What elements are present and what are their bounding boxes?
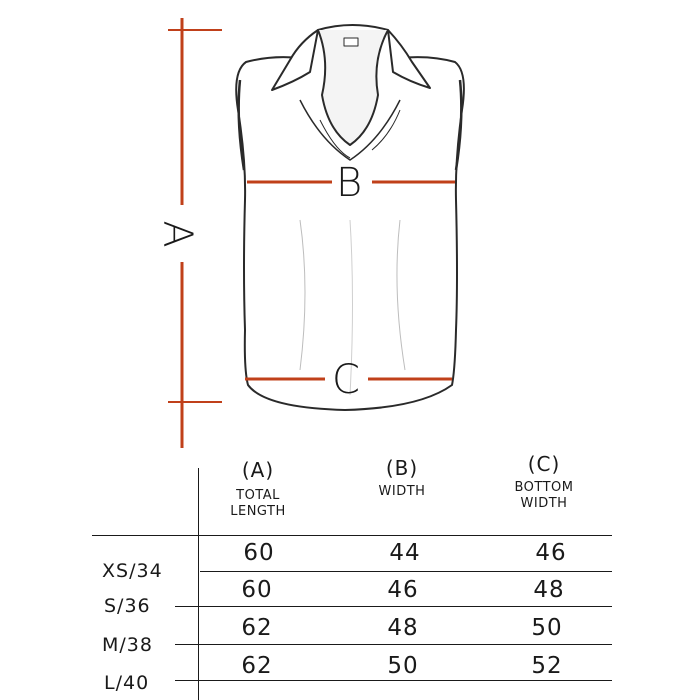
table-cell: 60 [241,577,273,603]
table-cell: 52 [531,653,563,679]
table-rule [200,571,612,572]
row-size-label: XS/34 [102,560,163,582]
table-cell: 62 [241,615,273,641]
column-title-line1: BOTTOM [514,480,574,495]
table-vertical-divider [198,468,199,700]
table-rule [175,606,612,607]
table-cell: 50 [531,615,563,641]
label-c: C [332,357,360,403]
table-cell: 46 [535,540,567,566]
column-title-line2: LENGTH [230,504,286,519]
label-b: B [336,160,363,206]
row-size-label: L/40 [104,672,150,694]
sleeveless-blouse-sketch [236,25,464,410]
table-cell: 46 [387,577,419,603]
column-letter: (A) [241,458,275,482]
table-rule [175,680,612,681]
label-a: A [154,220,201,248]
row-size-label: S/36 [104,595,151,617]
table-cell: 44 [389,540,421,566]
table-cell: 48 [387,615,419,641]
table-cell: 62 [241,653,273,679]
column-letter: (C) [527,452,561,476]
column-letter: (B) [385,456,419,480]
column-header-a [218,458,298,520]
table-cell: 50 [387,653,419,679]
column-title-line1: TOTAL [236,488,280,503]
column-header-c [494,452,594,512]
column-title-line2: WIDTH [520,496,568,511]
table-cell: 48 [533,577,565,603]
table-rule [92,535,612,536]
column-title-line1: WIDTH [378,484,426,499]
table-cell: 60 [243,540,275,566]
table-rule [175,644,612,645]
row-size-label: M/38 [102,634,153,656]
column-header-b [362,456,442,500]
